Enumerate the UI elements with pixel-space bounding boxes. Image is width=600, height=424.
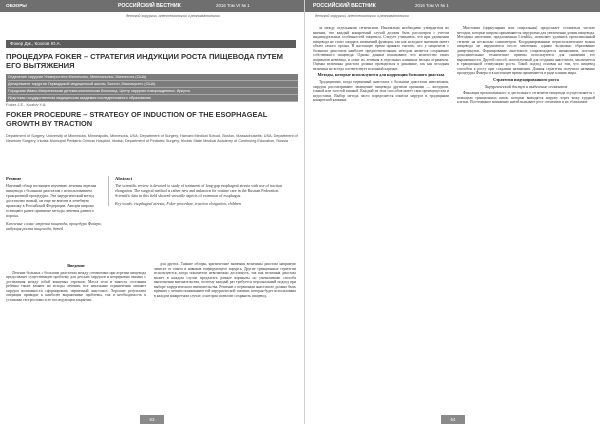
journal-volume-right: 2016 Том VI № 1 [415,3,449,8]
page-number-right: 64 [441,415,465,424]
right-paragraph-1: за между отдельными сегментами. Изначально необходимо утвердиться во мнении, что каждый конкретный случай должен быть рассмотрен с учетом индивидуальных особенностей пациента. Следует учитывать, что при удлинении пищевода не стоит ожидать изменений функции, так как исходное значение имеет объем самого органа. В настоящее время принято считать, что у пациентов с большим диастазом наиболее предпочтительным методом является сохранение собственного пищевода. Однако данные показывают, что количество таких пациентов невелико, и опыт их лечения в отдельных клиниках весьма ограничен. Оценка величины диастаза должна проводиться в динамике, так как исходная величина не всегда соответствует истинной картине. [313,26,449,71]
affiliation-2: Департамент хирургии Гарвардской медицинской школы, Бостон, Массачусетс (США) [8,81,298,88]
journal-title-right: РОССИЙСКИЙ ВЕСТНИК [313,3,376,9]
abstract-ru-text: Научный обзор посвящен изучению лечения атрезии пищевода с большим диастазом с использованием тракционной процедуры. Эта хирургический метод достаточно новый, он еще не внесен в лечебную практику в Российской Федерации. Авторы широко освещают ранее принятые методы лечения данного порока. [6,183,97,218]
abstract-en [108,176,294,206]
right-paragraph-2: Традиционно, когда первичный анастомоз с большим диастазом невозможен, хирурги рассматривают замещение пищевода другими органами — желудком, тонкой или толстой кишкой. Каждый из этих способов имеет свои преимущества и недостатки. Выбор метода часто определяется опытом хирурга и традициями конкретной клиники. [313,80,449,103]
right-page-header [305,0,600,12]
journal-subtitle-right: детской хирургии, анестезиологии и реаниматологии [315,14,409,18]
body-column-right [154,262,296,408]
section-label: ОБЗОРЫ [6,3,27,8]
affiliations-en: Department of Surgery, University of Minnesota, Minneapolis, Minnesota, USA; Department of Surgery, Harvard Medical School, Boston, Massachusetts, USA; Department of Newborn Surgery, Irkutsk Municipal Pediatric Clinical Hospital, Irkutsk; Department of Pediatric Surgery, Irkutsk State Medical Academy of Continuing Education, Russia [6,134,298,143]
intro-heading: Введение [67,263,85,268]
right-column-right [457,26,595,406]
keywords-ru: Ключевые слова: атрезия пищевода, процедура Фокера, индукция роста пищевода, детей [6,221,102,231]
journal-title: РОССИЙСКИЙ ВЕСТНИК [118,3,181,9]
author-bar: Фокер Дж., Козлов Ю.А. [6,40,296,48]
left-page-header [0,0,304,12]
affiliation-4: Иркутская государственная медицинская академия последипломного образования [8,95,298,102]
journal-subtitle: детской хирургии, анестезиологии и реаниматологии [126,14,220,18]
article-title-ru: ПРОЦЕДУРА FOKER – СТРАТЕГИЯ ИНДУКЦИИ РОСТА ПИЩЕВОДА ПУТЕМ ЕГО ВЫТЯЖЕНИЯ [6,52,283,70]
affiliation-3: Городская Ивано-Матренинская детская клиническая больница, Центр хирургии новорожденных, Иркутск [8,88,298,95]
right-paragraph-4: Фиксация проксимального и дистального сегментов пищевода осуществляется с помощью тракционных швов, которые выводятся наружу через кожу грудной клетки. Постепенное натяжение нитей вызывает рост сегментов и их сближение. [457,91,595,105]
abstract-en-heading: Abstract [115,176,133,181]
affiliation-1: Отделение хирургии Университета Миннесоты, Миннеаполис, Миннесота (США) [8,74,298,81]
methods-heading: Методы, которые используются для коррекции большого диастаза [317,72,445,78]
keywords-en: Key words: esophageal atresia, Foker procedure, traction elongation, children [115,201,242,206]
journal-volume: 2016 Том VI № 1 [216,3,250,8]
intro-paragraph-1: Лечение больных с большим диастазом между сегментами при атрезии пищевода представляет существенную проблему для детских хирургов и непрерывно связано с достижения между собой концевых отрезков. Масса тела и тяжесть состояния ребенка также влияют на исходы лечения, все начальные ограничения лишают хирурга возможности сформировать первичный анастомоз. Хорошие результаты операции приводят к наиболее выраженные проблемы, так и необходимость в установке гастростомы и ее последующем закрытии. [6,270,146,302]
article-title-en: FOKER PROCEDURE – STRATEGY OF INDUCTION OF THE ESOPHAGEAL GROWTH BY TRACTION [6,110,268,128]
abstract-ru [6,176,102,231]
right-column-left [313,26,449,406]
authors-en: Foker J.E., Kozlov Y.A. [6,102,47,107]
strategy-heading: Стратегия индуцированного роста [493,77,559,83]
right-page [304,0,600,424]
body-column-left [6,262,146,408]
strategy-subheading: Хирургический доступ и выделение сегментов [484,83,568,89]
right-paragraph-3: Миотомия (циркулярная или спиральная) продолжает оставаться частью методов, которые широко применяются хирургами для увеличения длины пищевода. Методика миотомии, предложенная Livaditis, позволяет удлинить проксимальный сегмент на несколько сантиметров. Координированные перистальтические волны пищевода не нарушаются после миотомии, однако возможно образование дивертикулов. Формирование анастомоза сопровождается натяжением, поэтому дополнительные технические приемы используются для снижения его выраженности. Другой способ, используемый для создания анастомоза, заключается в тракционной стимуляции роста. Такой подход основан на том, что пищевод способен к росту при создании натяжения. Данная стратегия получила название процедуры Фокера и в настоящее время применяется в ряде клиник мира. [457,26,595,76]
intro-paragraph-2: для других. Тяжкие обзоры, критические значения величины диастаза напрямую зависят от опыта и навыков оперирующего хирурга. Другие тракционные стратегии используются, когда показатели невозможно достигнуть, так как величина диастаза может в каждом случае предлагать разные варианты по уменьшению способа выполнения вмешательства, поэтому каждый раз требуется персональный подход при выборе хирургического вмешательства. Решение о первичном анастомозе должно быть принято с четким пониманием той хирургической тактики, которая будет использована в каждом конкретном случае, и которая позволит сохранить пищевод. [154,262,296,298]
abstract-en-text: The scientific review is devoted to study of treatment of long-gap esophageal atresia with use of traction elongation. The surgical method is rather new and unknown for routine care in the Russian Federation. Scientific data in this field showed versatile aspects of extension of esophagus. [115,183,283,198]
abstract-ru-heading: Резюме [6,176,22,181]
page-number-left: 63 [140,415,164,424]
affiliations-ru [6,74,298,102]
